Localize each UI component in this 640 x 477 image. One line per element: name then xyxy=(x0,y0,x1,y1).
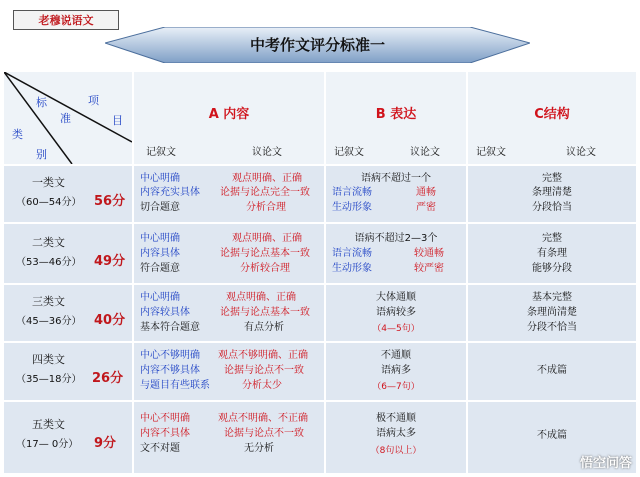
content-argument-line: 观点明确、正确 xyxy=(232,233,302,244)
content-narrative-line: 中心明确 xyxy=(140,292,180,303)
expression-narrative-line: 语言流畅 xyxy=(332,187,372,198)
grade-score: 9分 xyxy=(94,436,117,451)
corner-label-bie: 别 xyxy=(36,148,47,161)
row-grade-2 xyxy=(4,224,132,283)
expression-line: 大体通顺 xyxy=(376,292,416,303)
brand-label: 老穆说语文 xyxy=(13,10,119,30)
expression-line: 语病不超过一个 xyxy=(361,173,431,184)
expression-line: （6—7句） xyxy=(372,382,420,392)
expression-line: 语病太多 xyxy=(376,428,416,439)
content-argument-line: 分析较合理 xyxy=(240,263,290,274)
row-content-2 xyxy=(134,224,324,283)
content-narrative-line: 与题目有些联系 xyxy=(140,380,210,391)
expression-argument-line: 通畅 xyxy=(416,187,436,198)
content-narrative-line: 中心不够明确 xyxy=(140,350,200,361)
content-narrative-line: 基本符合题意 xyxy=(140,322,200,333)
corner-label-xiang: 项 xyxy=(88,94,99,107)
content-argument-line: 论据与论点完全一致 xyxy=(220,187,310,198)
structure-line: 分段恰当 xyxy=(532,202,572,213)
structure-line: 分段不恰当 xyxy=(527,322,577,333)
page-title: 中考作文评分标准一 xyxy=(249,36,385,54)
grade-range: （53—46分） xyxy=(16,257,82,268)
expression-narrative-line: 生动形象 xyxy=(332,202,372,213)
corner-label-biao: 标 xyxy=(36,96,47,109)
content-narrative-line: 内容不具体 xyxy=(140,428,190,439)
row-expression-1 xyxy=(326,166,466,222)
grade-score: 49分 xyxy=(94,254,126,269)
header-content-sub-argument: 议论文 xyxy=(252,147,282,158)
row-grade-1 xyxy=(4,166,132,222)
content-narrative-line: 内容充实具体 xyxy=(140,187,200,198)
content-narrative-line: 文不对题 xyxy=(140,443,180,454)
grade-name: 三类文 xyxy=(32,295,65,308)
expression-narrative-line: 语言流畅 xyxy=(332,248,372,259)
expression-argument-line: 较严密 xyxy=(414,263,444,274)
content-argument-line: 观点明确、正确 xyxy=(232,173,302,184)
expression-line: （4—5句） xyxy=(372,324,420,334)
content-narrative-line: 符合题意 xyxy=(140,263,180,274)
structure-line: 完整 xyxy=(542,233,562,244)
content-narrative-line: 中心明确 xyxy=(140,173,180,184)
structure-line: 条理清楚 xyxy=(532,187,572,198)
header-content-sub-narrative: 记叙文 xyxy=(146,147,176,158)
grade-score: 26分 xyxy=(92,371,124,386)
row-expression-3 xyxy=(326,285,466,341)
structure-line: 不成篇 xyxy=(537,365,567,376)
grade-name: 五类文 xyxy=(32,418,65,431)
content-argument-line: 分析太少 xyxy=(242,380,282,391)
content-argument-line: 无分析 xyxy=(244,443,274,454)
grade-range: （60—54分） xyxy=(16,197,82,208)
content-argument-line: 论据与论点基本一致 xyxy=(220,307,310,318)
content-narrative-line: 内容具体 xyxy=(140,248,180,259)
structure-line: 有条理 xyxy=(537,248,567,259)
grade-range: （17— 0分） xyxy=(16,439,79,450)
header-content xyxy=(134,72,324,164)
content-narrative-line: 内容较具体 xyxy=(140,307,190,318)
grade-score: 56分 xyxy=(94,194,126,209)
corner-label-zhun: 准 xyxy=(60,112,71,125)
row-structure-1 xyxy=(468,166,636,222)
row-expression-4 xyxy=(326,343,466,400)
row-grade-5 xyxy=(4,402,132,473)
content-narrative-line: 内容不够具体 xyxy=(140,365,200,376)
grade-range: （35—18分） xyxy=(16,374,82,385)
grade-name: 二类文 xyxy=(32,236,65,249)
corner-label-mu: 目 xyxy=(112,114,123,127)
expression-line: 语病多 xyxy=(381,365,411,376)
row-structure-2 xyxy=(468,224,636,283)
content-argument-line: 有点分析 xyxy=(244,322,284,333)
structure-line: 条理尚清楚 xyxy=(527,307,577,318)
content-argument-line: 论据与论点不一致 xyxy=(224,428,304,439)
content-argument-line: 论据与论点基本一致 xyxy=(220,248,310,259)
corner-label-lei: 类 xyxy=(12,128,23,141)
expression-line: 语病较多 xyxy=(376,307,416,318)
grade-name: 四类文 xyxy=(32,353,65,366)
grade-range: （45—36分） xyxy=(16,316,82,327)
header-structure-sub-narrative: 记叙文 xyxy=(476,147,506,158)
corner-header-cell xyxy=(4,72,132,164)
row-content-4 xyxy=(134,343,324,400)
content-argument-line: 分析合理 xyxy=(246,202,286,213)
expression-line: 语病不超过2—3个 xyxy=(354,233,438,244)
content-argument-line: 观点不明确、不正确 xyxy=(218,413,308,424)
expression-narrative-line: 生动形象 xyxy=(332,263,372,274)
expression-argument-line: 较通畅 xyxy=(414,248,444,259)
content-argument-line: 观点不够明确、正确 xyxy=(218,350,308,361)
structure-line: 完整 xyxy=(542,173,562,184)
header-content-title: A 内容 xyxy=(208,107,250,122)
title-banner xyxy=(105,27,530,63)
row-structure-4 xyxy=(468,343,636,400)
expression-argument-line: 严密 xyxy=(416,202,436,213)
header-structure-sub-argument: 议论文 xyxy=(566,147,596,158)
content-narrative-line: 切合题意 xyxy=(140,202,180,213)
row-structure-3 xyxy=(468,285,636,341)
structure-line: 不成篇 xyxy=(537,430,567,441)
grade-score: 40分 xyxy=(94,313,126,328)
expression-line: 不通顺 xyxy=(381,350,411,361)
content-narrative-line: 中心明确 xyxy=(140,233,180,244)
row-content-5 xyxy=(134,402,324,473)
header-structure-title: C结构 xyxy=(534,107,570,122)
header-expression-sub-argument: 议论文 xyxy=(410,147,440,158)
row-content-1 xyxy=(134,166,324,222)
row-grade-4 xyxy=(4,343,132,400)
row-expression-2 xyxy=(326,224,466,283)
grade-name: 一类文 xyxy=(32,176,65,189)
row-content-3 xyxy=(134,285,324,341)
content-argument-line: 观点明确、正确 xyxy=(226,292,296,303)
structure-line: 基本完整 xyxy=(532,292,572,303)
watermark-logo: 悟空问答 xyxy=(579,456,632,471)
content-narrative-line: 中心不明确 xyxy=(140,413,190,424)
row-grade-3 xyxy=(4,285,132,341)
header-expression-title: B 表达 xyxy=(375,107,417,122)
header-expression xyxy=(326,72,466,164)
content-argument-line: 论据与论点不一致 xyxy=(224,365,304,376)
expression-line: （8句以上） xyxy=(370,446,422,456)
header-structure xyxy=(468,72,636,164)
expression-line: 极不通顺 xyxy=(376,413,416,424)
row-expression-5 xyxy=(326,402,466,473)
structure-line: 能够分段 xyxy=(532,263,572,274)
header-expression-sub-narrative: 记叙文 xyxy=(334,147,364,158)
